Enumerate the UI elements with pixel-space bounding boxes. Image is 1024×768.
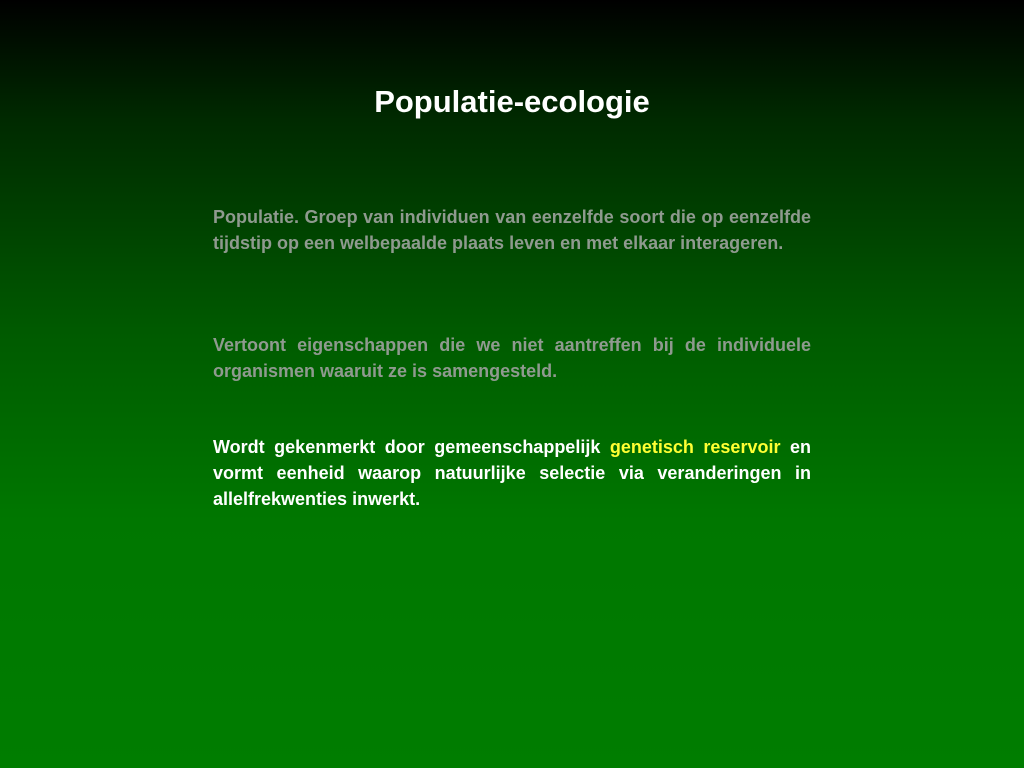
paragraph-population-definition: Populatie. Groep van individuen van eenzelfde soort die op eenzelfde tijdstip op een welbepaalde plaats leven en met elkaar interageren. [213, 207, 811, 253]
gene-pool-text-after: en vormt eenheid waarop natuurlijke selectie via veranderingen in allelfrekwenties inwerkt. [213, 437, 811, 509]
slide-title: Populatie-ecologie [374, 84, 650, 119]
gene-pool-text-before: Wordt gekenmerkt door gemeenschappelijk [213, 437, 610, 457]
paragraph-gene-pool [213, 434, 811, 512]
gene-pool-highlight: genetisch reservoir [609, 437, 781, 457]
paragraph-emergent-properties: Vertoont eigenschappen die we niet aantreffen bij de individuele organismen waaruit ze is samengesteld. [213, 335, 811, 381]
